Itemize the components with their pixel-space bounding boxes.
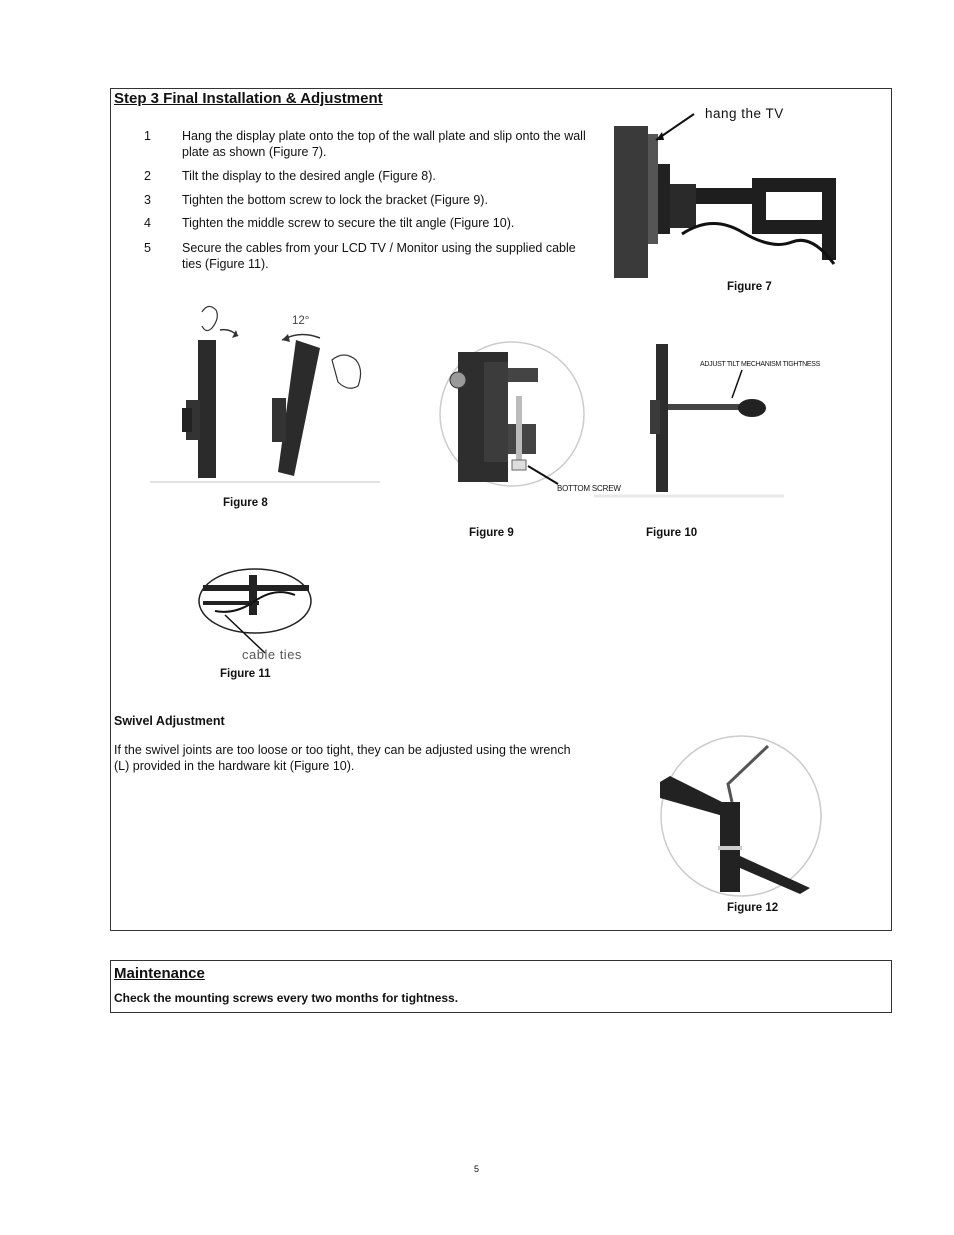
step3-title: Step 3 Final Installation & Adjustment xyxy=(114,90,383,107)
figure7-caption: Figure 7 xyxy=(727,281,772,293)
figure8-angle-label: 12° xyxy=(292,315,310,327)
step-number: 1 xyxy=(144,129,151,143)
figure8-illustration xyxy=(150,300,380,485)
step-text: Secure the cables from your LCD TV / Monitor using the supplied cable ties (Figure 11). xyxy=(182,241,576,271)
swivel-text: If the swivel joints are too loose or too tight, they can be adjusted using the wrench (L) provided in the hardware kit (Figure 10). xyxy=(114,743,571,773)
figure9-illustration xyxy=(440,342,590,492)
figure8-caption: Figure 8 xyxy=(223,497,268,509)
step-text: Tilt the display to the desired angle (Figure 8). xyxy=(182,169,436,183)
step-text: Tighten the middle screw to secure the tilt angle (Figure 10). xyxy=(182,216,515,230)
page-number: 5 xyxy=(474,1164,480,1174)
figure11-label: cable ties xyxy=(242,647,302,662)
figure10-caption: Figure 10 xyxy=(646,527,698,539)
figure12-illustration xyxy=(660,738,822,896)
step-number: 5 xyxy=(144,241,151,255)
step-number: 3 xyxy=(144,193,151,207)
figure12-caption: Figure 12 xyxy=(727,902,779,914)
step-number: 2 xyxy=(144,169,151,183)
maintenance-title: Maintenance xyxy=(114,965,205,982)
step-text: Hang the display plate onto the top of the wall plate and slip onto the wall plate as shown (Figure 7). xyxy=(182,129,586,159)
figure9-caption: Figure 9 xyxy=(469,527,514,539)
figure9-label: BOTTOM SCREW xyxy=(557,484,621,493)
step-number: 4 xyxy=(144,216,151,230)
figure11-caption: Figure 11 xyxy=(220,668,271,680)
maintenance-text: Check the mounting screws every two months for tightness. xyxy=(114,991,459,1005)
swivel-heading: Swivel Adjustment xyxy=(114,714,225,728)
maintenance-section xyxy=(110,960,892,1013)
figure10-label: ADJUST TILT MECHANISM TIGHTNESS xyxy=(700,361,820,368)
step-text: Tighten the bottom screw to lock the bracket (Figure 9). xyxy=(182,193,488,207)
figure7-illustration xyxy=(612,104,838,280)
figure7-label: hang the TV xyxy=(705,106,784,121)
